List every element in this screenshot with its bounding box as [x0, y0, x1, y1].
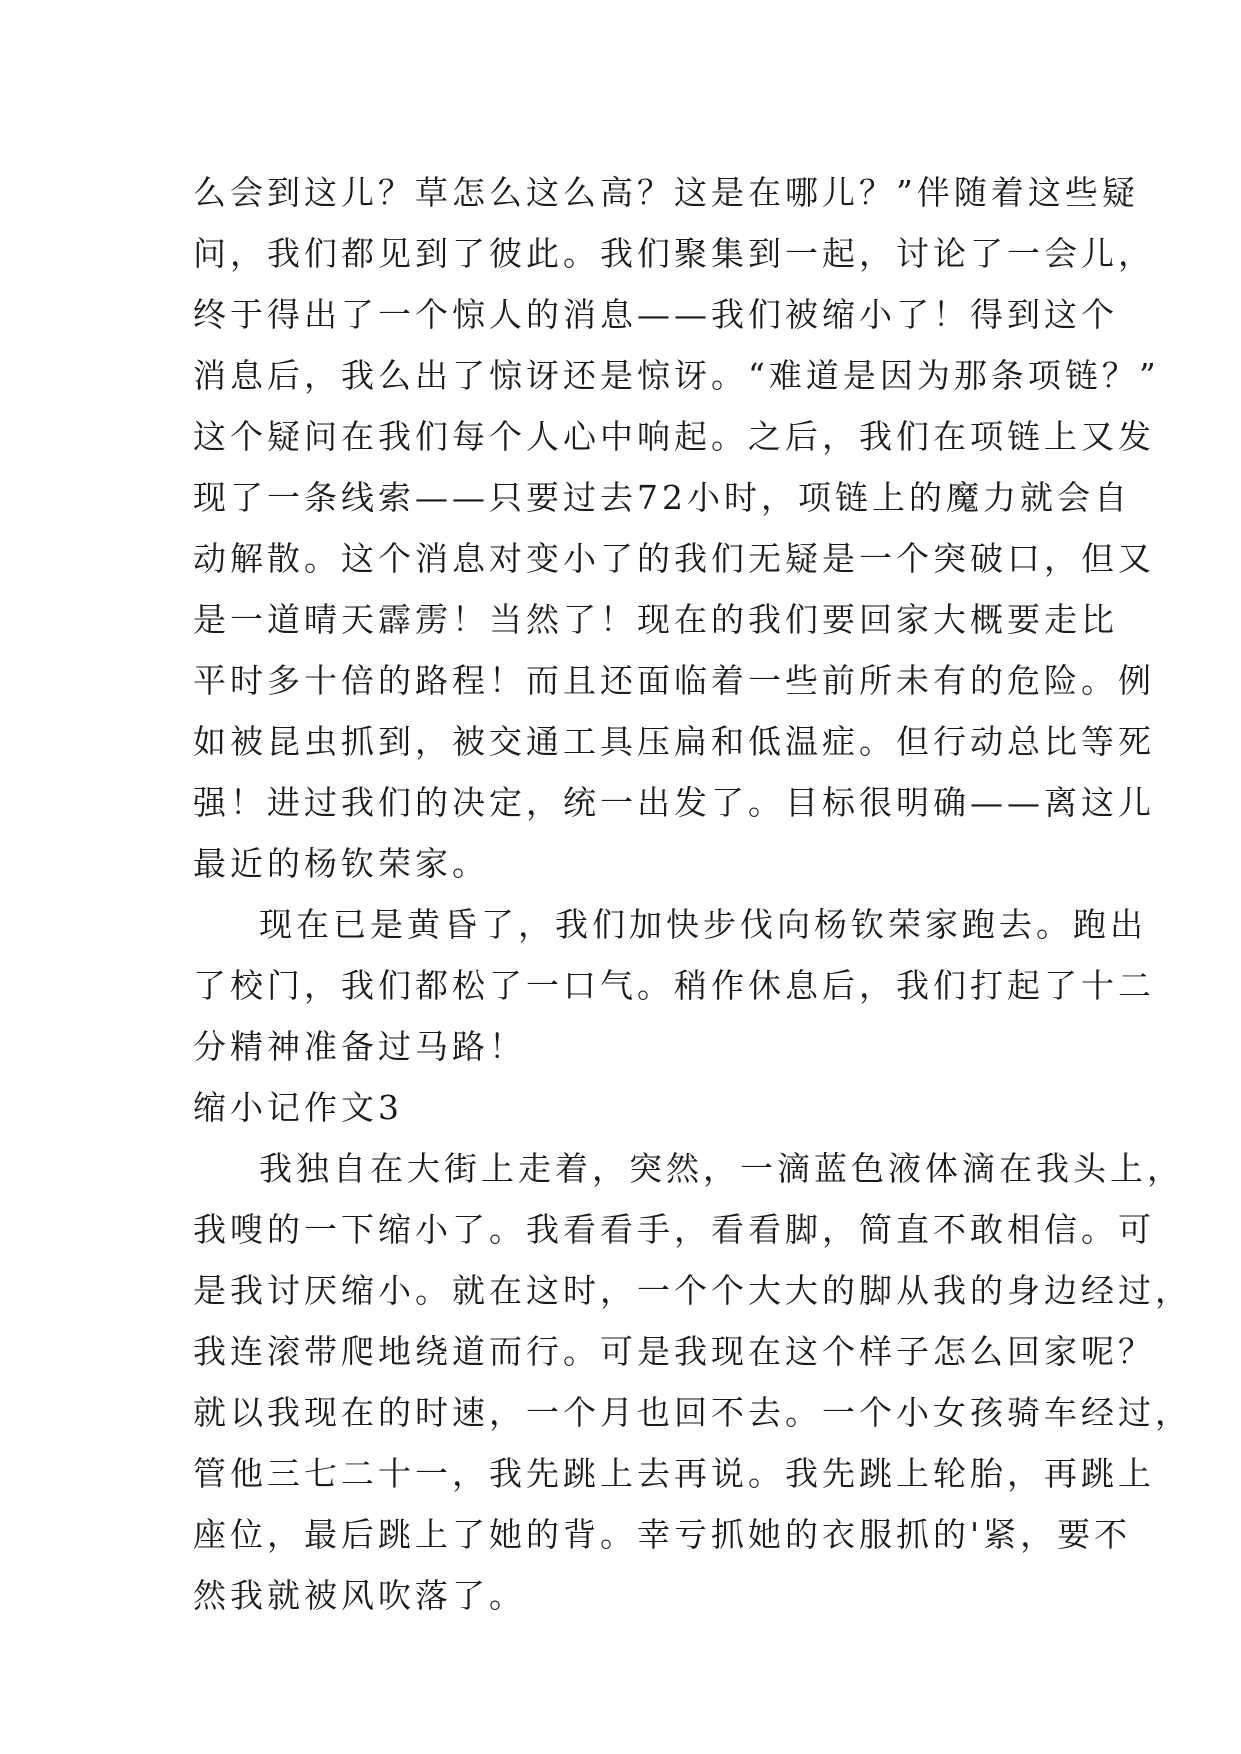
- text-line: 现在已是黄昏了，我们加快步伐向杨钦荣家跑去。跑出: [259, 905, 1147, 944]
- text-line: 强！进过我们的决定，统一出发了。目标很明确——离这儿: [193, 783, 1155, 822]
- text-line: 我连滚带爬地绕道而行。可是我现在这个样子怎么回家呢？: [193, 1332, 1155, 1371]
- text-line: 如被昆虫抓到，被交通工具压扁和低温症。但行动总比等死: [193, 722, 1155, 761]
- text-line: 么会到这儿？草怎么这么高？这是在哪儿？”伴随着这些疑: [193, 173, 1139, 212]
- paragraph-3: [193, 1138, 1192, 1626]
- text-line: 动解散。这个消息对变小了的我们无疑是一个突破口，但又: [193, 539, 1155, 578]
- document-body: [193, 162, 1192, 1626]
- text-line: 终于得出了一个惊人的消息——我们被缩小了！得到这个: [193, 295, 1118, 334]
- text-line: 消息后，我么出了惊讶还是惊讶。“难道是因为那条项链？”: [193, 356, 1160, 395]
- text-line: 是我讨厌缩小。就在这时，一个个大大的脚从我的身边经过，: [193, 1271, 1192, 1310]
- text-line: 是一道晴天霹雳！当然了！现在的我们要回家大概要走比: [193, 600, 1118, 639]
- text-line: 平时多十倍的路程！而且还面临着一些前所未有的危险。例: [193, 661, 1155, 700]
- text-line: 座位，最后跳上了她的背。幸亏抓她的衣服抓的'紧，要不: [193, 1515, 1132, 1554]
- text-line: 了校门，我们都松了一口气。稍作休息后，我们打起了十二: [193, 966, 1155, 1005]
- text-line: 这个疑问在我们每个人心中响起。之后，我们在项链上又发: [193, 417, 1155, 456]
- paragraph-1: [193, 162, 1160, 894]
- text-line: 最近的杨钦荣家。: [193, 844, 489, 883]
- text-line: 问，我们都见到了彼此。我们聚集到一起，讨论了一会儿，: [193, 234, 1155, 273]
- text-line: 管他三七二十一，我先跳上去再说。我先跳上轮胎，再跳上: [193, 1454, 1155, 1493]
- paragraph-2: [193, 894, 1155, 1077]
- text-line: 就以我现在的时速，一个月也回不去。一个小女孩骑车经过，: [193, 1393, 1192, 1432]
- text-line: 我独自在大街上走着，突然，一滴蓝色液体滴在我头上，: [259, 1149, 1184, 1188]
- text-line: 我嗖的一下缩小了。我看看手，看看脚，简直不敢相信。可: [193, 1210, 1155, 1249]
- text-line: 然我就被风吹落了。: [193, 1576, 526, 1615]
- section-heading: 缩小记作文3: [193, 1088, 403, 1127]
- text-line: 分精神准备过马路！: [193, 1027, 526, 1066]
- text-line: 现了一条线索——只要过去72小时，项链上的魔力就会自: [193, 478, 1131, 517]
